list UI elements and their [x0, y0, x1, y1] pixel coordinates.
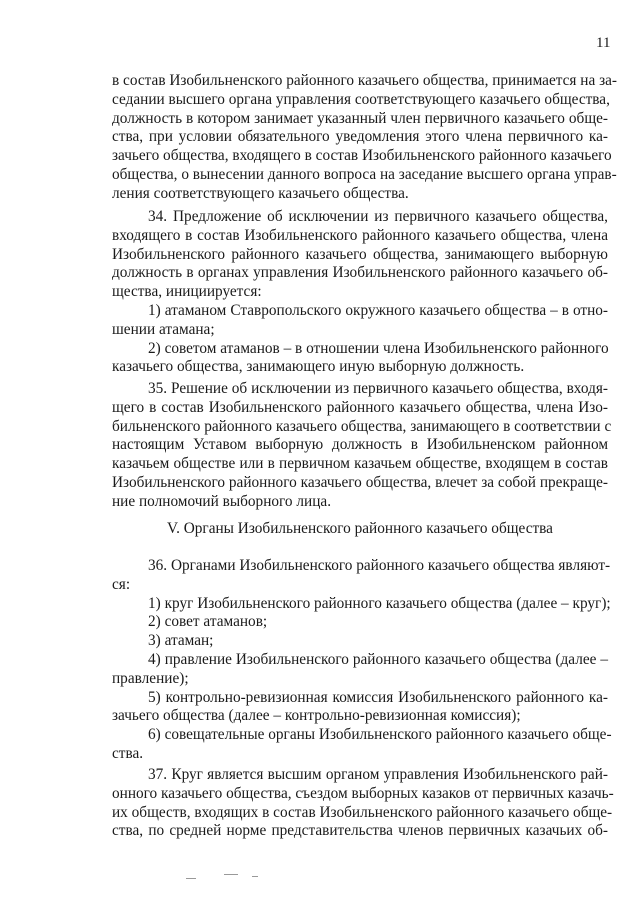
- section-heading-text: V. Органы Изобильненского районного казачьего общества: [167, 520, 553, 537]
- list-item-line: 1) атаманом Ставропольского окружного казачьего общества – в отно-: [148, 301, 608, 319]
- text-line: 36. Органами Изобильненского районного казачьего общества являют-: [148, 557, 611, 574]
- list-item-line: 6) совещательные органы Изобильненского районного казачьего обще-: [148, 726, 612, 744]
- text-line: Изобильненского районного казачьего общества, занимающего выборную: [112, 245, 608, 263]
- paragraph-continuation: [112, 72, 618, 204]
- list-item-line: 2) совет атаманов;: [148, 613, 268, 631]
- text-line: ления соответствующего казачьего общества.: [112, 184, 409, 202]
- text-line: ние полномочий выборного лица.: [112, 492, 332, 510]
- text-line: общества, о вынесении данного вопроса на заседание высшего органа управ-: [112, 165, 617, 183]
- list-item-line: ства.: [112, 744, 144, 762]
- text-line: онного казачьего общества, съездом выборных казаков от первичных казачь-: [112, 784, 614, 802]
- list-item-line: 1) круг Изобильненского районного казачьего общества (далее – круг);: [148, 594, 611, 612]
- list-item-line: 4) правление Изобильненского районного казачьего общества (далее –: [148, 650, 608, 668]
- text-line: в состав Изобильненского районного казачьего общества, принимается на за-: [112, 72, 618, 89]
- text-line: ства, по средней норме представительства членов первичных казачьих об-: [112, 822, 608, 840]
- text-line: 35. Решение об исключении из первичного казачьего общества, входя-: [148, 380, 608, 397]
- text-line: 34. Предложение об исключении из первичного казачьего общества,: [148, 208, 608, 225]
- page-number: 11: [596, 35, 611, 51]
- list-item-line: 3) атаман;: [148, 632, 214, 650]
- list-item-line: шении атамана;: [112, 320, 215, 338]
- text-line: должность в органах управления Изобильненского районного казачьего об-: [112, 264, 608, 282]
- text-line: настоящим Уставом выборную должность в Изобильненском районном: [112, 436, 608, 454]
- text-line: их обществ, входящих в состав Изобильненского районного казачьего обще-: [112, 803, 613, 821]
- list-item-line: 5) контрольно-ревизионная комиссия Изобильненского районного ка-: [148, 688, 608, 706]
- text-line: 37. Круг является высшим органом управления Изобильненского рай-: [148, 766, 608, 783]
- text-line: ся:: [112, 575, 131, 593]
- text-line: входящего в состав Изобильненского районного казачьего общества, члена: [112, 226, 608, 244]
- list-item-line: зачьего общества (далее – контрольно-ревизионная комиссия);: [112, 707, 521, 725]
- list-item-line: казачьего общества, занимающего иную выборную должность.: [112, 358, 525, 376]
- paragraph-35: [112, 380, 612, 512]
- text-line: ства, при условии обязательного уведомления этого члена первичного ка-: [112, 128, 608, 146]
- list-item-line: 2) советом атаманов – в отношении члена Изобильненского районного: [148, 339, 609, 357]
- text-line: щества, инициируется:: [112, 283, 262, 301]
- text-line: должность в котором занимает указанный член первичного казачьего обще-: [112, 109, 608, 127]
- paragraph-34: [112, 208, 608, 377]
- text-line: седании высшего органа управления соответствующего казачьего общества,: [112, 90, 610, 108]
- scan-artifact: [186, 872, 266, 882]
- paragraph-37: [112, 766, 614, 841]
- paragraph-36: [112, 557, 612, 764]
- section-heading: [112, 520, 608, 539]
- text-line: зачьего общества, входящего в состав Изобильненского районного казачьего: [112, 147, 612, 165]
- text-line: Изобильненского районного казачьего общества, влечет за собой прекраще-: [112, 473, 608, 491]
- text-line: бильненского районного казачьего общества, занимающего в соответствии с: [112, 417, 612, 435]
- text-line: казачьем обществе или в первичном казачьем обществе, входящем в состав: [112, 455, 608, 473]
- list-item-line: правление);: [112, 669, 189, 687]
- text-line: щего в состав Изобильненского районного казачьего общества, члена Изо-: [112, 398, 608, 416]
